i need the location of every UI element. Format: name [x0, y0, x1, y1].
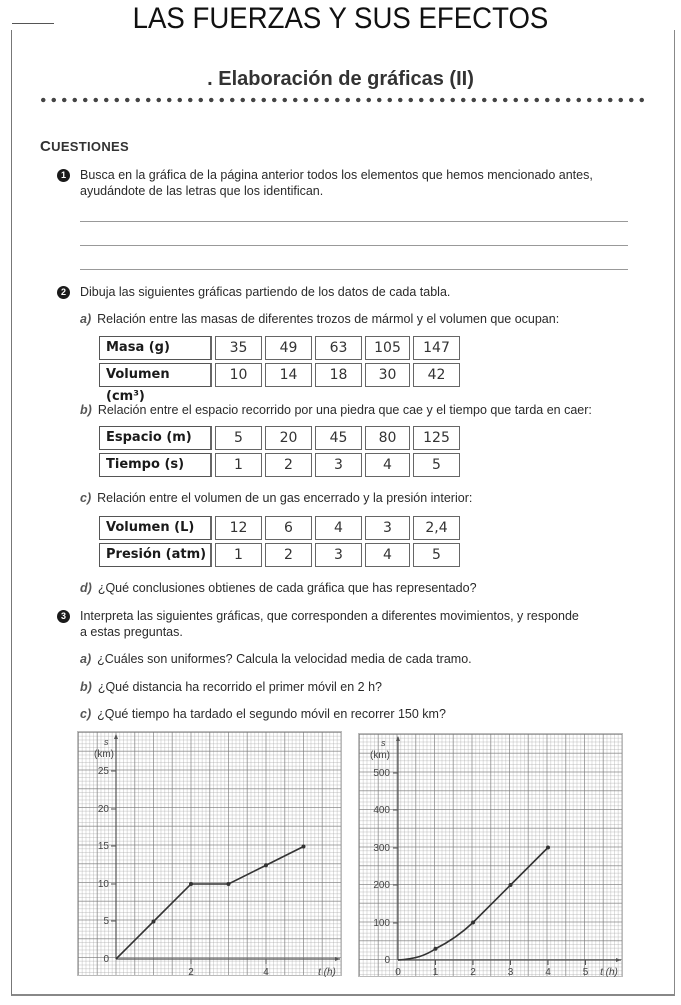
table-cell: 4 [365, 453, 410, 477]
page-title: LAS FUERZAS Y SUS EFECTOS [132, 2, 549, 35]
table-cell: 12 [215, 516, 262, 540]
table-cell: 105 [365, 336, 410, 360]
table-cell: 42 [413, 363, 460, 387]
table-cell: 4 [365, 543, 410, 567]
question-number-badge: 1 [57, 169, 70, 182]
table-cell: 125 [413, 426, 460, 450]
question-2-text: Dibuja las siguientes gráficas partiendo de los datos de cada tabla. [80, 285, 451, 299]
table-row-label: Presión (atm) [99, 543, 212, 567]
graph-movil-1 [77, 731, 342, 976]
table-cell: 5 [215, 426, 262, 450]
graph-1-plot [78, 732, 343, 977]
table-cell: 5 [413, 453, 460, 477]
table-cell: 6 [265, 516, 312, 540]
question-text-line: Interpreta las siguientes gráficas, que corresponden a diferentes movimientos, y responde [80, 609, 579, 623]
part-letter: c) [80, 491, 92, 505]
answer-line[interactable] [80, 269, 628, 270]
part-letter: c) [80, 707, 92, 721]
part-text: ¿Cuáles son uniformes? Calcula la velocidad media de cada tramo. [97, 652, 472, 666]
svg-text:t (h): t (h) [600, 967, 618, 978]
svg-text:15: 15 [97, 841, 109, 852]
part-text: ¿Qué tiempo ha tardado el segundo móvil en recorrer 150 km? [97, 707, 446, 721]
table-cell: 5 [413, 543, 460, 567]
table-row-label: Espacio (m) [99, 426, 212, 450]
question-1-text [80, 167, 593, 199]
svg-text:1: 1 [432, 967, 439, 978]
table-cell: 147 [413, 336, 460, 360]
svg-text:4: 4 [545, 967, 551, 978]
answer-line[interactable] [80, 245, 628, 246]
graph-movil-2 [358, 733, 623, 977]
svg-text:10: 10 [97, 879, 109, 890]
table-cell: 20 [265, 426, 312, 450]
answer-line[interactable] [80, 221, 628, 222]
svg-text:25: 25 [97, 766, 109, 777]
part-letter: a) [80, 312, 92, 326]
question-2a [80, 311, 559, 327]
question-2c [80, 490, 472, 506]
table-row-label: Tiempo (s) [99, 453, 212, 477]
table-cell: 3 [365, 516, 410, 540]
svg-text:0: 0 [103, 954, 109, 965]
table-cell: 63 [315, 336, 362, 360]
y-axis-symbol: s [104, 737, 109, 747]
part-letter: d) [80, 581, 92, 595]
table-cell: 10 [215, 363, 262, 387]
part-letter: a) [80, 652, 92, 666]
svg-text:400: 400 [373, 805, 390, 816]
question-3b [80, 679, 382, 695]
question-text-line: a estas preguntas. [80, 625, 183, 639]
question-text-line: Busca en la gráfica de la página anterior todos los elementos que hemos mencionado antes, [80, 168, 593, 182]
svg-text:5: 5 [103, 916, 109, 927]
table-cell: 2,4 [413, 516, 460, 540]
svg-text:20: 20 [97, 804, 109, 815]
table-cell: 35 [215, 336, 262, 360]
heading-rest: UESTIONES [51, 139, 129, 154]
question-3c [80, 706, 446, 722]
question-text-line: ayudándote de las letras que los identifican. [80, 184, 324, 198]
part-text: Relación entre las masas de diferentes trozos de mármol y el volumen que ocupan: [97, 312, 560, 326]
heading-initial: C [40, 138, 52, 155]
svg-text:t (h): t (h) [318, 967, 336, 977]
table-row-label: Volumen (L) [99, 516, 212, 540]
svg-text:100: 100 [373, 918, 390, 929]
table-cell: 1 [215, 543, 262, 567]
question-2b [80, 402, 592, 418]
table-cell: 3 [315, 543, 362, 567]
svg-text:0: 0 [384, 955, 390, 966]
table-row-label: Masa (g) [99, 336, 212, 360]
svg-text:2: 2 [188, 967, 194, 977]
table-cell: 14 [265, 363, 312, 387]
svg-text:0: 0 [395, 967, 401, 978]
table-cell: 49 [265, 336, 312, 360]
y-axis-unit: (km) [370, 750, 390, 761]
y-axis-unit: (km) [94, 749, 114, 760]
svg-text:500: 500 [373, 768, 390, 779]
question-number-badge: 2 [57, 286, 70, 299]
part-text: ¿Qué conclusiones obtienes de cada gráfica que has representado? [97, 581, 477, 595]
table-cell: 45 [315, 426, 362, 450]
table-cell: 3 [315, 453, 362, 477]
part-text: Relación entre el espacio recorrido por una piedra que cae y el tiempo que tarda en caer: [97, 403, 592, 417]
table-cell: 2 [265, 543, 312, 567]
table-cell: 18 [315, 363, 362, 387]
part-letter: b) [80, 403, 92, 417]
table-cell: 30 [365, 363, 410, 387]
svg-text:3: 3 [507, 967, 514, 978]
part-text: ¿Qué distancia ha recorrido el primer móvil en 2 h? [97, 680, 382, 694]
y-axis-symbol: s [381, 738, 386, 748]
question-3-text [80, 608, 579, 640]
dotted-divider [38, 96, 650, 104]
section-title: . Elaboración de gráficas (II) [207, 68, 474, 90]
section-heading [40, 138, 129, 155]
svg-text:300: 300 [373, 843, 390, 854]
table-row-label: Volumen (cm³) [99, 363, 212, 387]
svg-text:5: 5 [582, 967, 589, 978]
table-cell: 80 [365, 426, 410, 450]
question-3a [80, 651, 472, 667]
graph-2-plot [359, 734, 624, 978]
table-cell: 4 [315, 516, 362, 540]
table-cell: 1 [215, 453, 262, 477]
svg-text:2: 2 [470, 967, 476, 978]
table-cell: 2 [265, 453, 312, 477]
question-2d [80, 580, 477, 596]
part-text: Relación entre el volumen de un gas encerrado y la presión interior: [97, 491, 473, 505]
svg-text:4: 4 [263, 967, 269, 977]
question-number-badge: 3 [57, 610, 70, 623]
svg-text:200: 200 [373, 880, 390, 891]
part-letter: b) [80, 680, 92, 694]
